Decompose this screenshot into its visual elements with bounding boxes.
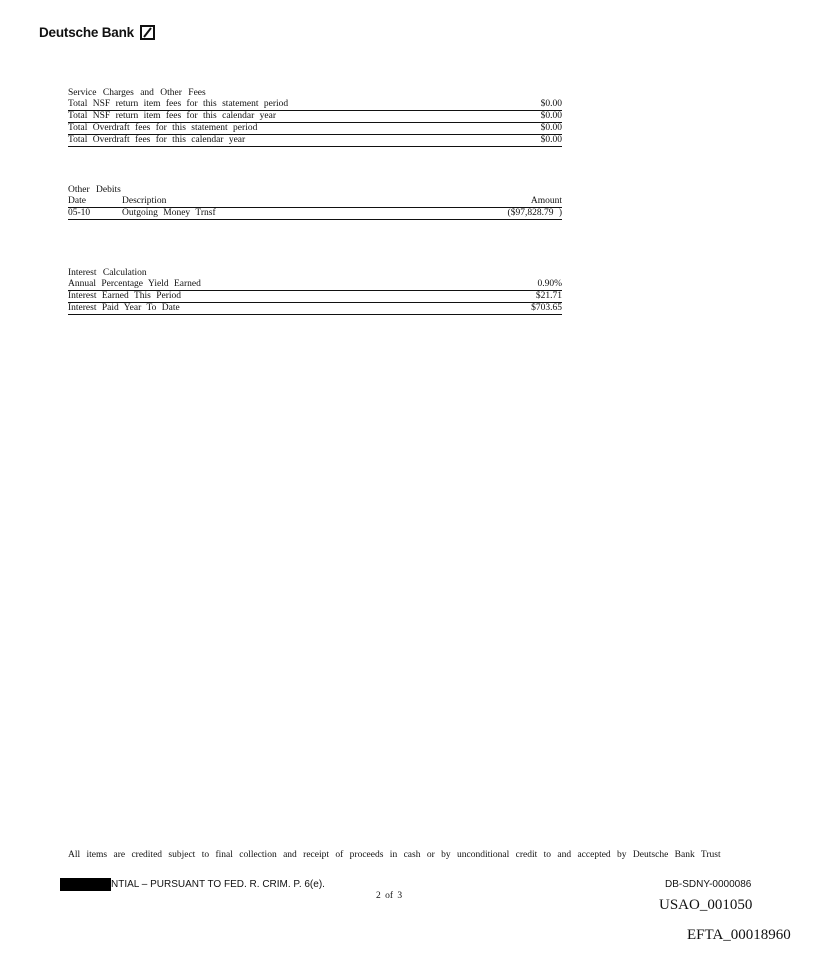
row-description: Outgoing Money Trnsf bbox=[122, 208, 216, 218]
table-row bbox=[68, 208, 562, 220]
header-date: Date bbox=[68, 196, 86, 206]
row-label: Interest Earned This Period bbox=[68, 291, 182, 301]
section-title: Other Debits bbox=[68, 185, 121, 195]
service-charges-section bbox=[68, 87, 562, 147]
section-title: Service Charges and Other Fees bbox=[68, 88, 206, 98]
row-amount: $0.00 bbox=[540, 135, 562, 145]
other-debits-section bbox=[68, 184, 562, 220]
row-amount: $0.00 bbox=[540, 111, 562, 121]
confidential-notice bbox=[60, 878, 325, 891]
section-title: Interest Calculation bbox=[68, 268, 147, 278]
row-date: 05-10 bbox=[68, 208, 91, 218]
row-label: Annual Percentage Yield Earned bbox=[68, 279, 201, 289]
page-number: 2 of 3 bbox=[376, 891, 403, 901]
row-amount: $21.71 bbox=[535, 291, 562, 301]
row-label: Interest Paid Year To Date bbox=[68, 303, 180, 313]
row-amount: $703.65 bbox=[531, 303, 562, 313]
row-amount: $0.00 bbox=[540, 123, 562, 133]
bank-name: Deutsche Bank bbox=[39, 25, 134, 40]
row-label: Total Overdraft fees for this calendar year bbox=[68, 135, 246, 145]
row-amount: ($97,828.79 ) bbox=[507, 208, 562, 218]
deutsche-bank-slash-icon bbox=[140, 25, 155, 40]
row-label: Total NSF return item fees for this calendar year bbox=[68, 111, 276, 121]
table-row bbox=[68, 303, 562, 315]
bank-logo bbox=[39, 25, 155, 40]
header-amount: Amount bbox=[530, 196, 562, 206]
table-row bbox=[68, 135, 562, 147]
interest-section bbox=[68, 267, 562, 315]
redaction-block bbox=[60, 878, 111, 891]
row-label: Total NSF return item fees for this statement period bbox=[68, 99, 289, 109]
confidential-text: NTIAL – PURSUANT TO FED. R. CRIM. P. 6(e). bbox=[111, 879, 325, 890]
row-amount: $0.00 bbox=[540, 99, 562, 109]
row-label: Total Overdraft fees for this statement period bbox=[68, 123, 258, 133]
footer-disclaimer: All items are credited subject to final collection and receipt of proceeds in cash or by unconditional credit to and accepted by Deutsche Bank Trust bbox=[68, 850, 721, 860]
row-amount: 0.90% bbox=[537, 279, 562, 289]
header-description: Description bbox=[122, 196, 167, 206]
bates-number-db: DB-SDNY-0000086 bbox=[665, 879, 752, 890]
bates-number-usao: USAO_001050 bbox=[659, 897, 753, 913]
bates-number-efta: EFTA_00018960 bbox=[687, 927, 791, 943]
